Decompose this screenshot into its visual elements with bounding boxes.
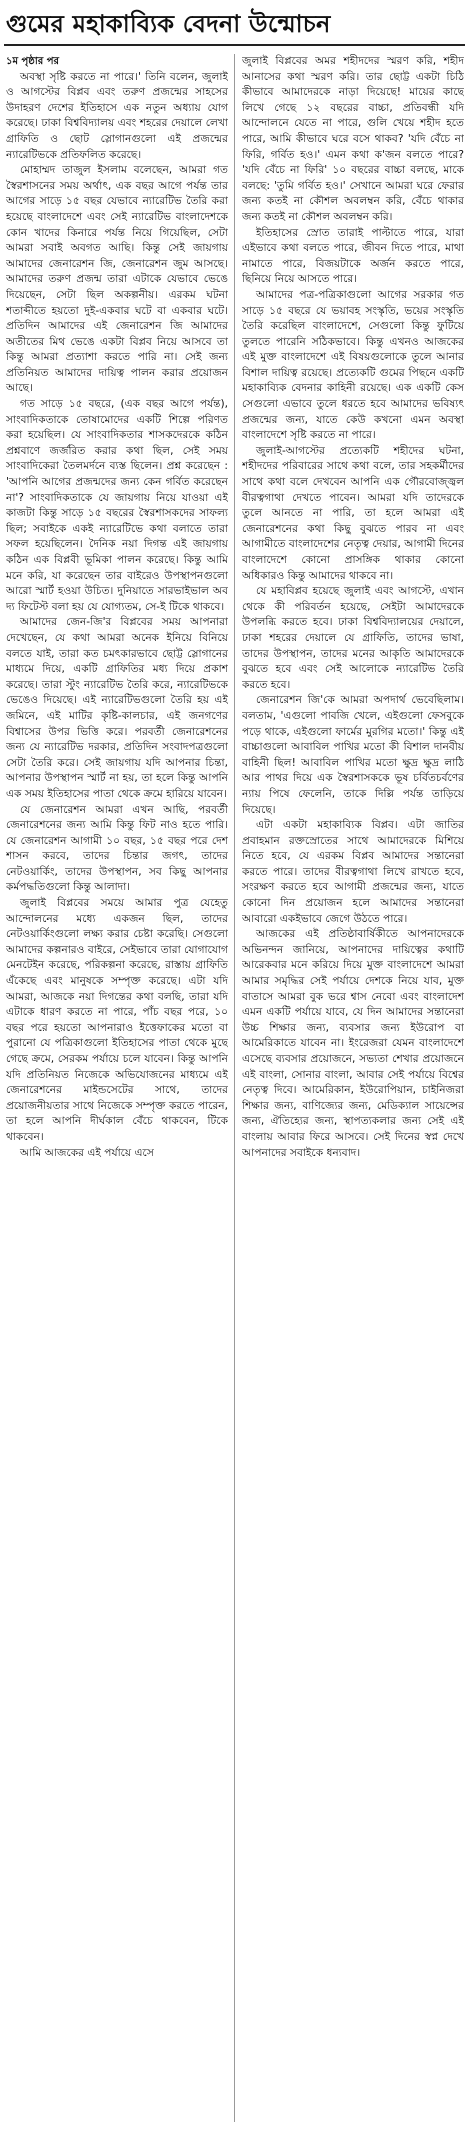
paragraph: অবস্থা সৃষ্টি করতে না পারে।' তিনি বলেন, জুলাই ও আগস্টের বিপ্লব এবং তরুণ প্রজন্মের সাহসের উদাহরণ দেশের ইতিহাসে এক নতুন অধ্যায় যোগ করেছে। ঢাকা বিশ্ববিদ্যালয় এবং শহরের দেয়ালে লেখা গ্রাফিতি ও ছোট স্লোগানগুলো এই প্রজন্মের ন্যারেটিভকে প্রতিফলিত করেছে। <box>6 70 228 161</box>
column-divider <box>234 54 235 2122</box>
paragraph: আমি আজকের এই পর্যায়ে এসে <box>20 1146 154 1159</box>
left-column <box>6 54 228 2124</box>
paragraph: এটা একটা মহাকাব্যিক বিপ্লব। এটা জাতির প্রবাহমান রক্তস্রোতের সাথে আমাদেরকে মিশিয়ে নিতে হবে, যে এরকম বিপ্লব আমাদের সন্তানেরা করতে পারে। তাদের বীরত্বগাথা লিখে রাখতে হবে, সংরক্ষণ করতে হবে আগামী প্রজন্মের জন্য, যাতে কোনো দিন প্রয়োজন হলে আমাদের সন্তানেরা আবারো একইভাবে জেগে উঠতে পারে। <box>242 819 464 925</box>
paragraph: জুলাই বিপ্লবের সময়ে আমার পুত্র যেহেতু আন্দোলনের মধ্যে একজন ছিল, তাদের নেটওয়ার্কিংগুলো লক্ষ্য করার চেষ্টা করেছি। সেগুলো আমাদের কল্পনারও বাইরে, সেইভাবে তারা যোগাযোগ মেনটেইন করেছে, পরিকল্পনা করেছে, রাস্তায় গ্রাফিতি এঁকেছে এবং মানুষকে সম্পৃক্ত করেছে। এটা যদি আমরা, আজকে নয়া দিগন্তের কথা বলছি, তারা যদি এটাকে ধারণ করতে না পারে, পাঁচ বছর পরে, ১০ বছর পরে হয়তো আপনারাও ইত্তেফাকের মতো বা পুরানো যে পত্রিকাগুলো ইতিহাসের পাতা থেকে মুছে গেছে ক্রমে, সেরকম পর্যায়ে চলে যাবেন। কিন্তু আপনি যদি প্রতিনিয়ত নিজেকে অভিযোজনের মাধ্যমে এই জেনারেশনের মাইন্ডসেটের সাথে, তাদের প্রয়োজনীয়তার সাথে নিজেকে সম্পৃক্ত করতে পারেন, তা হলে আপনি দীর্ঘকাল বেঁচে থাকবেন, টিকে থাকবেন। <box>6 897 228 1143</box>
paragraph: যে জেনারেশন আমরা এখন আছি, পরবর্তী জেনারেশনের জন্য আমি কিন্তু ফিট নাও হতে পারি। যে জেনারেশন আগামী ১০ বছর, ১৫ বছর পরে দেশ শাসন করবে, তাদের চিন্তার জগৎ, তাদের নেটওয়ার্কিং, তাদের উপস্থাপন, সব কিছু আপনার কর্মপদ্ধতিগুলো কিন্তু আলাদা। <box>6 803 228 894</box>
paragraph: জুলাই বিপ্লবের অমর শহীদদের স্মরণ করি, শহীদ আনাসের কথা স্মরণ করি। তার ছোট্ট একটা চিঠি কীভাবে আমাদেরকে নাড়া দিয়েছে! মায়ের কাছে লিখে গেছে ১২ বছরের বাচ্চা, প্রতিবন্ধী যদি আন্দোলনে যেতে না পারে, গুলি খেয়ে শহীদ হতে পারে, আমি কীভাবে ঘরে বসে থাকব? 'যদি বেঁচে না ফিরি, গর্বিত হও।' এমন কথা ক'জন বলতে পারে? 'যদি বেঁচে না ফিরি' ১০ বছরের বাচ্চা বলছে, মাকে বলছে: 'তুমি গর্বিত হও।' সেখানে আমরা ঘরে ফেরার জন্য কতই না কৌশল অবলম্বন করি, বেঁচে থাকার জন্য কতই না কৌশল অবলম্বন করি। <box>242 55 464 223</box>
headline: গুমের মহাকাব্যিক বেদনা উন্মোচন <box>6 10 331 38</box>
paragraph: আমাদের পত্র-পত্রিকাগুলো আগের সরকার গত সাড়ে ১৫ বছরে যে ভয়াবহ সংস্কৃতি, ভয়ের সংস্কৃতি তৈরি করেছিল বাংলাদেশে, সেগুলো কিন্তু ফুটিয়ে তুলতে পারেনি সঠিকভাবে। কিন্তু এখনও আজকের এই মুক্ত বাংলাদেশে এই বিষয়গুলোকে তুলে আনার বিশাল দায়িত্ব রয়েছে। প্রত্যেকটি গুমের পিছনে একটি মহাকাব্যিক বেদনার কাহিনী রয়েছে। এক একটি কেস সেগুলো এভাবে তুলে ধরতে হবে আমাদের ভবিষ্যৎ প্রজন্মের জন্য, যাতে কেউ কখনো এমন অবস্থা বাংলাদেশে সৃষ্টি করতে না পারে। <box>242 288 464 442</box>
continued-from: ১ম পৃষ্ঠার পর <box>6 56 59 67</box>
headline-bar <box>0 0 469 48</box>
paragraph: জেনারেশন জি'কে আমরা অপদার্থ ভেবেছিলাম। বলতাম, 'এগুলো পাবজি খেলে, এইগুলো ফেসবুকে পড়ে থাকে, এইগুলো ফার্মের মুরগির মতো।' কিন্তু এই বাচ্চাগুলো আবাবিল পাখির মতো কী বিশাল দানবীয় বাহিনী ছিল! আবাবিল পাখির মতো ক্ষুদ্র ক্ষুদ্র লাঠি আর পাথর দিয়ে এক স্বৈরশাসককে ভূষ চর্বিতচর্বণের ন্যায় পিষে ফেলেনি, তাকে দিল্লি পর্যন্ত তাড়িয়ে দিয়েছে। <box>242 694 464 816</box>
paragraph: মোহাম্মদ তাজুল ইসলাম বলেছেন, আমরা গত স্বৈরশাসনের সময় অর্থাৎ, এক বছর আগে পর্যন্ত তার আগের সাড়ে ১৫ বছর যেভাবে ন্যারেটিভ তৈরি করা হয়েছে বাংলাদেশে এবং সেই ন্যারেটিভ বাংলাদেশকে কোন খাদের কিনারে পর্যন্ত নিয়ে গিয়েছিল, সেটা আমরা সবাই অবগত আছি। কিন্তু সেই জায়গায় আমাদের জেনারেশন জি, জেনারেশন জুম আসছে। আমাদের তরুণ প্রজন্ম তারা এটাকে যেভাবে ভেঙে দিয়েছেন, সেটা ছিল অকল্পনীয়। এরকম ঘটনা শতাব্দীতে হয়তো দুই-একবার ঘটে বা একবার ঘটে। প্রতিদিন আমাদের এই জেনারেশন জি আমাদের অতীতের মিথ ভেঙে একটা বিপ্লব নিয়ে আসবে তা কিন্তু আমরা প্রত্যাশা করতে পারি না। সেই জন্য প্রতিনিয়ত আমাদের দায়িত্ব পালন করার প্রয়োজন আছে। <box>6 164 228 395</box>
paragraph: জুলাই-আগস্টের প্রত্যেকটি শহীদের ঘটনা, শহীদদের পরিবারের সাথে কথা বলে, তার সহকর্মীদের সাথে কথা বলে দেখবেন আপনি এক গৌরবোজ্জ্বল বীরত্বগাথা দেখতে পাবেন। আমরা যদি তাদেরকে তুলে আনতে না পারি, তা হলে আমরা এই জেনারেশনের কথা কিছু বুঝতে পারব না এবং আগামীতে বাংলাদেশের নেতৃত্ব দেয়ার, আগামী দিনের বাংলাদেশে কোনো প্রাসঙ্গিক থাকার কোনো অধিকারও কিন্তু আমাদের থাকবে না। <box>242 444 464 582</box>
right-column <box>242 54 464 2124</box>
paragraph: গত সাড়ে ১৫ বছরে, (এক বছর আগে পর্যন্ত), সাংবাদিকতাকে তোষামোদের একটি শিল্পে পরিণত করা হয়েছিল। যে সাংবাদিকতার শাসকদেরকে কঠিন প্রশ্নবাণে জর্জরিত করার কথা ছিল, সেই সময় সাংবাদিকেরা তৈলমর্দনে ব্যস্ত ছিলেন। প্রশ্ন করেছেন : 'আপনি আগের প্রজন্মদের জন্য কেন গর্বিত করেছেন না'? সাংবাদিকতাকে যে জায়গায় নিয়ে যাওয়া এই কাজটা কিন্তু সাড়ে ১৫ বছরের স্বৈরশাসকদের সাফল্য ছিল; সবাইকে একই ন্যারেটিভে কথা বলাতে তারা সফল হয়েছিলেন। দৈনিক নয়া দিগন্ত এই জায়গায় কঠিন এক বিপ্লবী ভূমিকা পালন করেছে। কিন্তু আমি মনে করি, যা করেছেন তার বাইরেও উপস্থাপনগুলো আরো স্মার্ট হওয়া উচিত। দুনিয়াতে সারভাইভাল অব দ্য ফিটেস্ট বলা হয় যে যোগ্যতম, সে-ই টিকে থাকবে। <box>6 398 228 613</box>
paragraph: আমাদের জেন-জি'র বিপ্লবের সময় আপনারা দেখেছেন, যে কথা আমরা অনেক ইনিয়ে বিনিয়ে বলতে যাই, তারা কত চমৎকারভাবে ছোট্ট স্লোগানের মাধ্যমে দিয়ে, একটি গ্রাফিতির মধ্য দিয়ে প্রকাশ করেছে। তারা স্টুং ন্যারেটিভ তৈরি করে, ন্যারেটিভকে ভেঙেও দিয়েছে। এই ন্যারেটিভগুলো তৈরি হয় এই জমিনে, এই মাটির কৃষ্টি-কালচার, এই জনগণের বিশ্বাসের উপর ভিত্তি করে। পরবর্তী জেনারেশনের জন্য যে ন্যারেটিভ দরকার, প্রতিদিন সংবাদপত্রগুলো সেটা তৈরি করে। সেই জায়গায় যদি আপনার চিন্তা, আপনার উপস্থাপন স্মার্ট না হয়, তা হলে কিন্তু আপনি এক সময় ইতিহাসের পাতা থেকে ক্রমে হারিয়ে যাবেন। <box>6 616 228 800</box>
continuation-note <box>6 54 228 70</box>
paragraph: আজকের এই প্রতিষ্ঠাবার্ষিকীতে আপনাদেরকে অভিনন্দন জানিয়ে, আপনাদের দায়িত্বের কথাটি আরেকবার মনে করিয়ে দিয়ে মুক্ত বাংলাদেশে আমরা আমার সমৃদ্ধির সেই পর্যায়ে দেশকে নিয়ে যাব, মুক্ত বাতাসে আমরা বুক ভরে শ্বাস নেবো এবং বাংলাদেশ এমন একটি পর্যায়ে যাবে, যে দিন আমাদের সন্তানেরা উচ্চ শিক্ষার জন্য, ব্যবসার জন্য ইউরোপ বা আমেরিকাতে যাবেন না। ইংরেজরা যেমন বাংলাদেশে এসেছে ব্যবসার প্রয়োজনে, সভ্যতা শেখার প্রয়োজনে এই বাংলা, সোনার বাংলা, আবার সেই পর্যায়ে বিশ্বের নেতৃত্ব দিবে। আমেরিকান, ইউরোপিয়ান, চাইনিজরা শিক্ষার জন্য, বাণিজ্যের জন্য, মেডিক্যাল সায়েন্সের জন্য, ঐতিহ্যের জন্য, স্থাপত্যকলার জন্য সেই এই বাংলায় আবার ফিরে আসবে। সেই দিনের স্বপ্ন দেখে আপনাদের সবাইকে ধন্যবাদ। <box>242 928 464 1159</box>
headline-rule <box>4 44 465 46</box>
paragraph: যে মহাবিপ্লব হয়েছে জুলাই এবং আগস্টে, এখান থেকে কী পরিবর্তন হয়েছে, সেইটা আমাদেরকে উপলব্ধি করতে হবে। ঢাকা বিশ্ববিদ্যালয়ের দেয়ালে, ঢাকা শহরের দেয়ালে যে গ্রাফিতি, তাদের ভাষা, তাদের উপস্থাপন, তাদের মনের আকৃতি আমাদেরকে বুঝতে হবে এবং সেই আলোকে ন্যারেটিভ তৈরি করতে হবে। <box>242 585 464 691</box>
paragraph: ইতিহাসের স্রোত তারাই পাল্টাতে পারে, যারা এইভাবে কথা বলতে পারে, জীবন দিতে পারে, মাথা নামাতে পারে, বিজয়টাকে অর্জন করতে পারে, ছিনিয়ে নিয়ে আসতে পারে। <box>242 226 464 286</box>
